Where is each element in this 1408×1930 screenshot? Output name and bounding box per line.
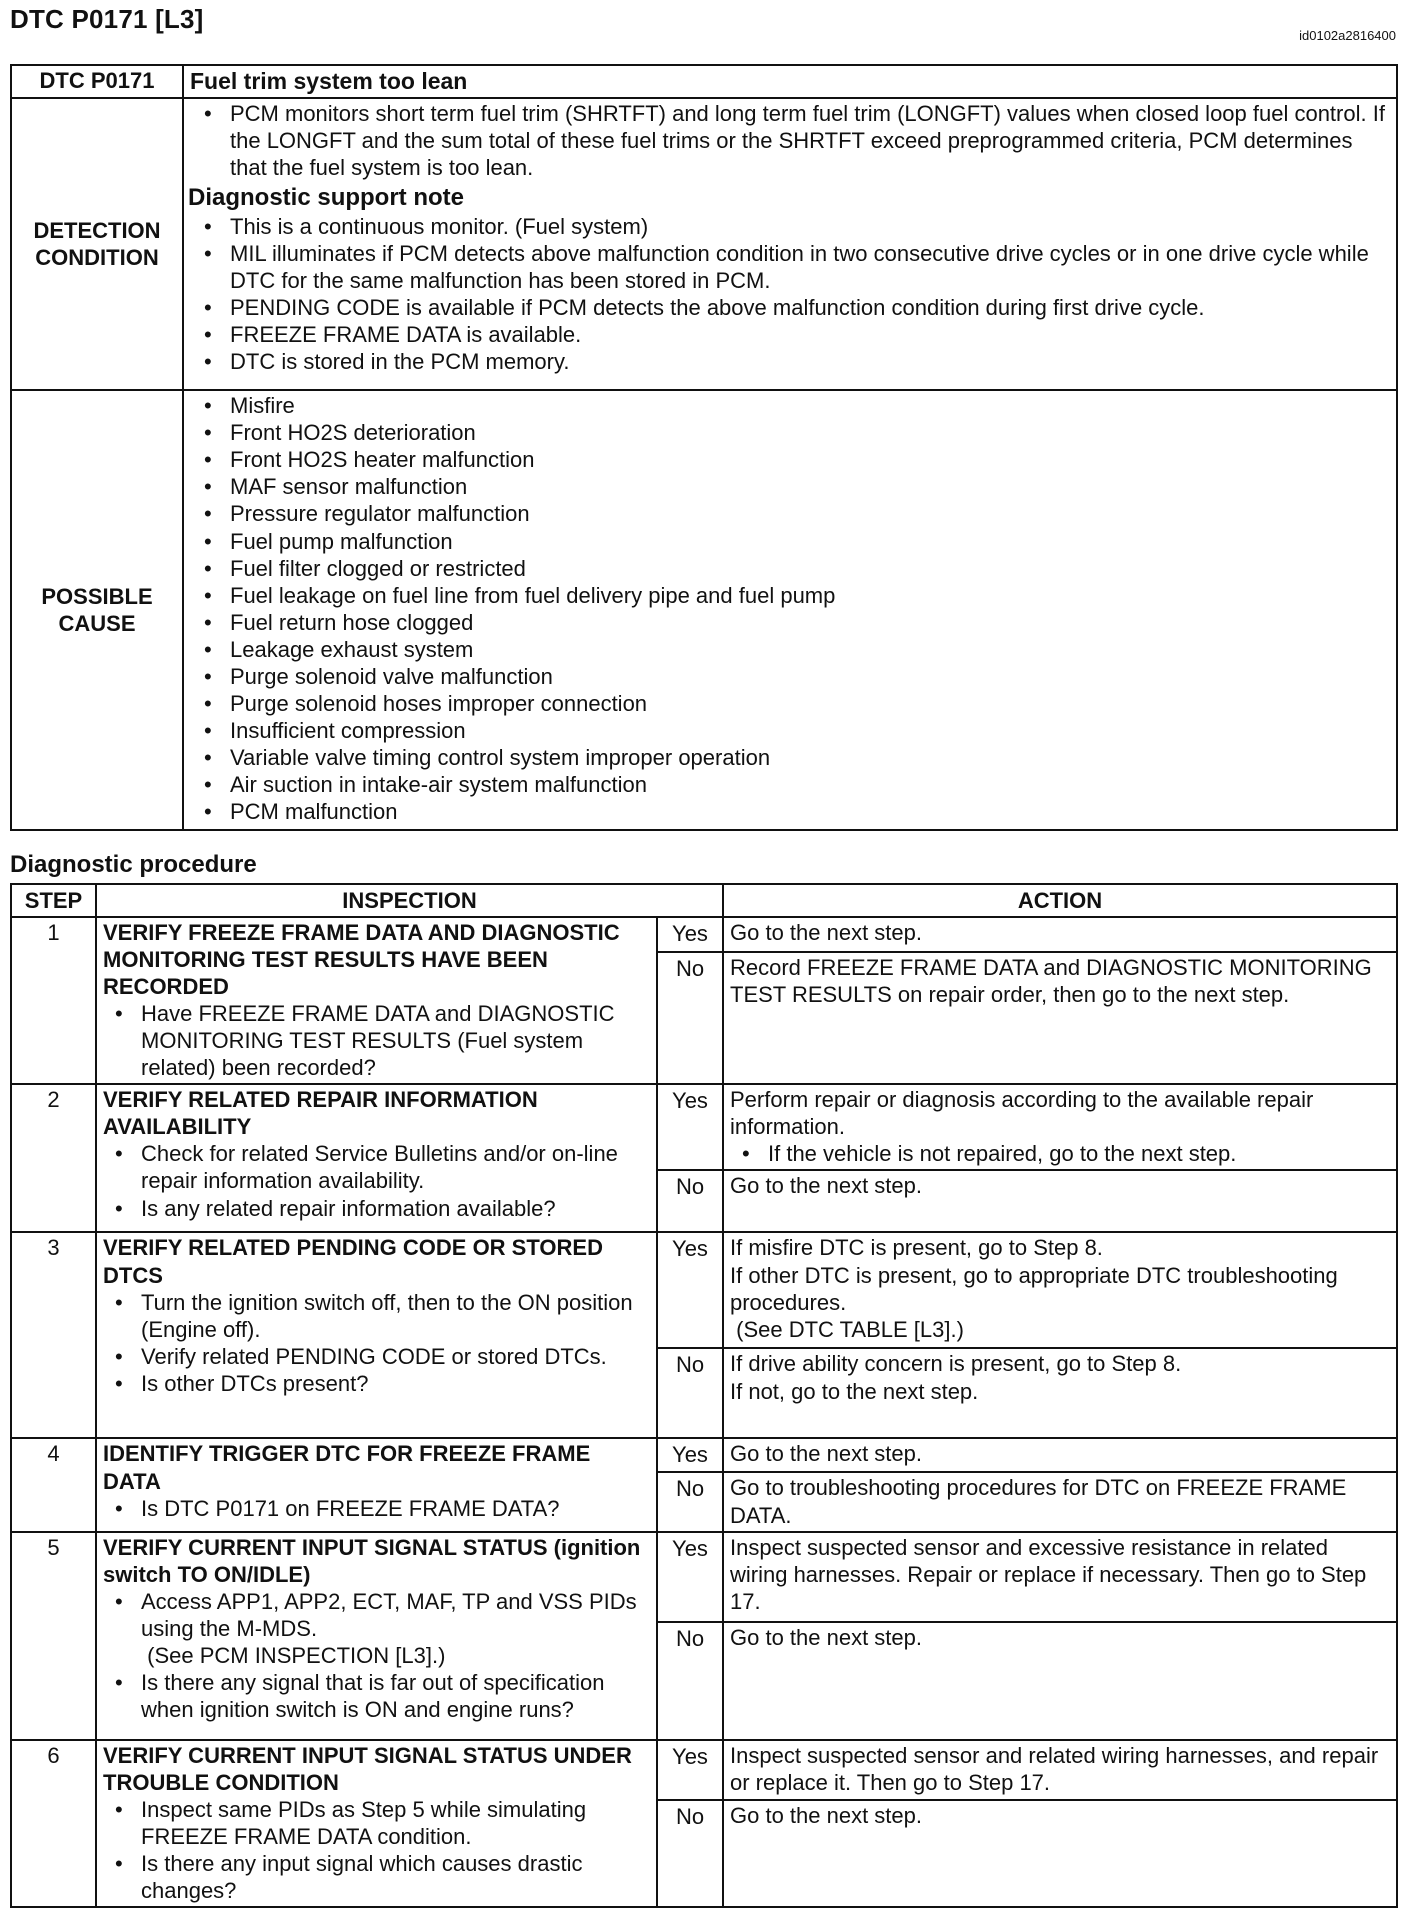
detection-condition-label <box>11 98 183 390</box>
inspection-bullet: • Have FREEZE FRAME DATA and DIAGNOSTIC MONITORING TEST RESULTS (Fuel system related) been recorded? <box>141 1000 650 1081</box>
inspection-bullet: • Check for related Service Bulletins and/or on-line repair information availability. <box>141 1140 650 1194</box>
dtc-header-row <box>11 65 1397 98</box>
inspection-bullet: • Is any related repair information available? <box>141 1195 650 1222</box>
no-action <box>723 1622 1397 1740</box>
action-bullet: • If the vehicle is not repaired, go to the next step. <box>768 1140 1390 1167</box>
cause-item: • Insufficient compression <box>230 717 1390 744</box>
possible-cause-label <box>11 390 183 830</box>
step-inspection <box>96 1438 657 1531</box>
cause-item: • Misfire <box>230 392 1390 419</box>
inspection-column-header: INSPECTION <box>96 884 723 917</box>
yes-action <box>723 917 1397 952</box>
action-line: If misfire DTC is present, go to Step 8. <box>730 1235 1103 1261</box>
yes-label: Yes <box>657 1740 723 1800</box>
support-note-item: • This is a continuous monitor. (Fuel system) <box>230 213 1390 240</box>
cause-item: • Leakage exhaust system <box>230 636 1390 663</box>
no-action <box>723 952 1397 1085</box>
cause-item: • PCM malfunction <box>230 798 1390 825</box>
step-inspection <box>96 1084 657 1232</box>
step-inspection <box>96 917 657 1084</box>
step-number: 4 <box>11 1438 96 1531</box>
inspection-bullet: • Inspect same PIDs as Step 5 while simulating FREEZE FRAME DATA condition. <box>141 1796 650 1850</box>
action-line: Perform repair or diagnosis according to the available repair information. <box>730 1087 1314 1140</box>
yes-action <box>723 1740 1397 1800</box>
step-number: 2 <box>11 1084 96 1232</box>
no-label: No <box>657 1170 723 1232</box>
step-inspection <box>96 1740 657 1907</box>
action-reference[interactable]: (See DTC TABLE [L3].) <box>730 1316 964 1342</box>
cause-label-line2: CAUSE <box>58 610 136 636</box>
possible-cause-row <box>11 390 1397 830</box>
page-title: DTC P0171 [L3] <box>10 4 204 34</box>
step-row <box>11 1438 1397 1472</box>
yes-action <box>723 1232 1397 1348</box>
yes-label: Yes <box>657 917 723 952</box>
step-heading: VERIFY CURRENT INPUT SIGNAL STATUS (ignition switch TO ON/IDLE) <box>103 1534 641 1587</box>
step-heading: IDENTIFY TRIGGER DTC FOR FREEZE FRAME DATA <box>103 1441 591 1494</box>
step-heading: VERIFY RELATED PENDING CODE OR STORED DTCS <box>103 1235 603 1288</box>
detection-label-line1: DETECTION <box>33 217 161 243</box>
no-action <box>723 1170 1397 1232</box>
support-note-heading: Diagnostic support note <box>188 184 464 212</box>
step-row <box>11 1740 1397 1800</box>
action-line: Inspect suspected sensor and related wiring harnesses, and repair or replace it. Then go to Step 17. <box>730 1742 1379 1795</box>
step-number: 5 <box>11 1532 96 1740</box>
inspection-bullet: • Verify related PENDING CODE or stored DTCs. <box>141 1343 650 1370</box>
step-heading: VERIFY CURRENT INPUT SIGNAL STATUS UNDER TROUBLE CONDITION <box>103 1742 632 1795</box>
action-line: If drive ability concern is present, go to Step 8. <box>730 1351 1182 1377</box>
no-label: No <box>657 1348 723 1438</box>
step-number: 3 <box>11 1232 96 1438</box>
cause-item: • Fuel pump malfunction <box>230 528 1390 555</box>
step-heading: VERIFY FREEZE FRAME DATA AND DIAGNOSTIC MONITORING TEST RESULTS HAVE BEEN RECORDED <box>103 920 620 1000</box>
cause-item: • Pressure regulator malfunction <box>230 500 1390 527</box>
support-note-item: • MIL illuminates if PCM detects above malfunction condition in two consecutive drive cycles or in one drive cycle while DTC for the same malfunction has been stored in PCM. <box>230 240 1390 294</box>
yes-label: Yes <box>657 1438 723 1472</box>
step-number: 1 <box>11 917 96 1084</box>
detection-condition-row <box>11 98 1397 390</box>
possible-cause-content <box>183 390 1397 830</box>
cause-item: • Variable valve timing control system improper operation <box>230 744 1390 771</box>
inspection-reference[interactable]: (See PCM INSPECTION [L3].) <box>141 1642 446 1668</box>
step-row <box>11 917 1397 952</box>
procedure-title: Diagnostic procedure <box>10 851 257 878</box>
action-line: Go to troubleshooting procedures for DTC on FREEZE FRAME DATA. <box>730 1475 1347 1528</box>
step-number: 6 <box>11 1740 96 1907</box>
no-label: No <box>657 1472 723 1531</box>
detection-label-line2: CONDITION <box>35 244 159 270</box>
action-line: Go to the next step. <box>730 1624 923 1650</box>
action-line: Inspect suspected sensor and excessive resistance in related wiring harnesses. Repair or replace if necessary. Then go to Step 17. <box>730 1534 1367 1614</box>
step-heading: VERIFY RELATED REPAIR INFORMATION AVAILABILITY <box>103 1087 538 1140</box>
cause-item: • Fuel return hose clogged <box>230 609 1390 636</box>
step-row <box>11 1532 1397 1622</box>
support-note-item: • FREEZE FRAME DATA is available. <box>230 321 1390 348</box>
inspection-bullet: • Is there any signal that is far out of specification when ignition switch is ON and engine runs? <box>141 1669 650 1723</box>
inspection-bullet <box>141 1588 650 1669</box>
action-column-header: ACTION <box>723 884 1397 917</box>
document-id: id0102a2816400 <box>1299 28 1396 43</box>
cause-item: • Fuel filter clogged or restricted <box>230 555 1390 582</box>
procedure-header-row <box>11 884 1397 917</box>
dtc-description: Fuel trim system too lean <box>183 65 1397 98</box>
action-line: Go to the next step. <box>730 1803 923 1829</box>
yes-action <box>723 1438 1397 1472</box>
possible-cause-list <box>190 392 1390 825</box>
no-action <box>723 1800 1397 1907</box>
action-line: Go to the next step. <box>730 920 923 946</box>
yes-label: Yes <box>657 1084 723 1170</box>
inspection-bullet: • Turn the ignition switch off, then to the ON position (Engine off). <box>141 1289 650 1343</box>
step-inspection <box>96 1532 657 1740</box>
inspection-bullet: • Is there any input signal which causes drastic changes? <box>141 1850 650 1904</box>
cause-item: • Front HO2S heater malfunction <box>230 446 1390 473</box>
yes-label: Yes <box>657 1232 723 1348</box>
inspection-bullet: • Is DTC P0171 on FREEZE FRAME DATA? <box>141 1495 650 1522</box>
inspection-bullet: • Is other DTCs present? <box>141 1370 650 1397</box>
step-inspection <box>96 1232 657 1438</box>
no-action <box>723 1472 1397 1531</box>
dtc-summary-table <box>10 64 1398 831</box>
yes-action <box>723 1084 1397 1170</box>
support-note-list <box>190 213 1390 375</box>
action-line: Go to the next step. <box>730 1441 923 1467</box>
cause-label-line1: POSSIBLE <box>41 583 153 609</box>
no-action <box>723 1348 1397 1438</box>
dtc-code: DTC P0171 <box>11 65 183 98</box>
action-line: If other DTC is present, go to appropriate DTC troubleshooting procedures. <box>730 1262 1338 1315</box>
support-note-item: • PENDING CODE is available if PCM detects the above malfunction condition during first drive cycle. <box>230 294 1390 321</box>
cause-item: • Fuel leakage on fuel line from fuel delivery pipe and fuel pump <box>230 582 1390 609</box>
no-label: No <box>657 1800 723 1907</box>
cause-item: • Air suction in intake-air system malfunction <box>230 771 1390 798</box>
cause-item: • Purge solenoid hoses improper connection <box>230 690 1390 717</box>
detection-condition-content <box>183 98 1397 390</box>
step-row <box>11 1232 1397 1348</box>
action-line: Record FREEZE FRAME DATA and DIAGNOSTIC MONITORING TEST RESULTS on repair order, then go to the next step. <box>730 954 1372 1007</box>
cause-item: • MAF sensor malfunction <box>230 473 1390 500</box>
action-line: Go to the next step. <box>730 1173 923 1199</box>
no-label: No <box>657 1622 723 1740</box>
yes-label: Yes <box>657 1532 723 1622</box>
inspection-bullet-text: Access APP1, APP2, ECT, MAF, TP and VSS PIDs using the M-MDS. <box>141 1588 637 1641</box>
diagnostic-procedure-table <box>10 883 1398 1908</box>
step-column-header: STEP <box>11 884 96 917</box>
cause-item: • Front HO2S deterioration <box>230 419 1390 446</box>
support-note-item: • DTC is stored in the PCM memory. <box>230 348 1390 375</box>
cause-item: • Purge solenoid valve malfunction <box>230 663 1390 690</box>
yes-action <box>723 1532 1397 1622</box>
detection-intro: • PCM monitors short term fuel trim (SHRTFT) and long term fuel trim (LONGFT) values when closed loop fuel control. If the LONGFT and the sum total of these fuel trims or the SHRTFT exceed preprogrammed criteria, PCM determines that the fuel system is too lean. <box>230 100 1390 181</box>
action-line: If not, go to the next step. <box>730 1378 979 1404</box>
no-label: No <box>657 952 723 1085</box>
step-row <box>11 1084 1397 1170</box>
